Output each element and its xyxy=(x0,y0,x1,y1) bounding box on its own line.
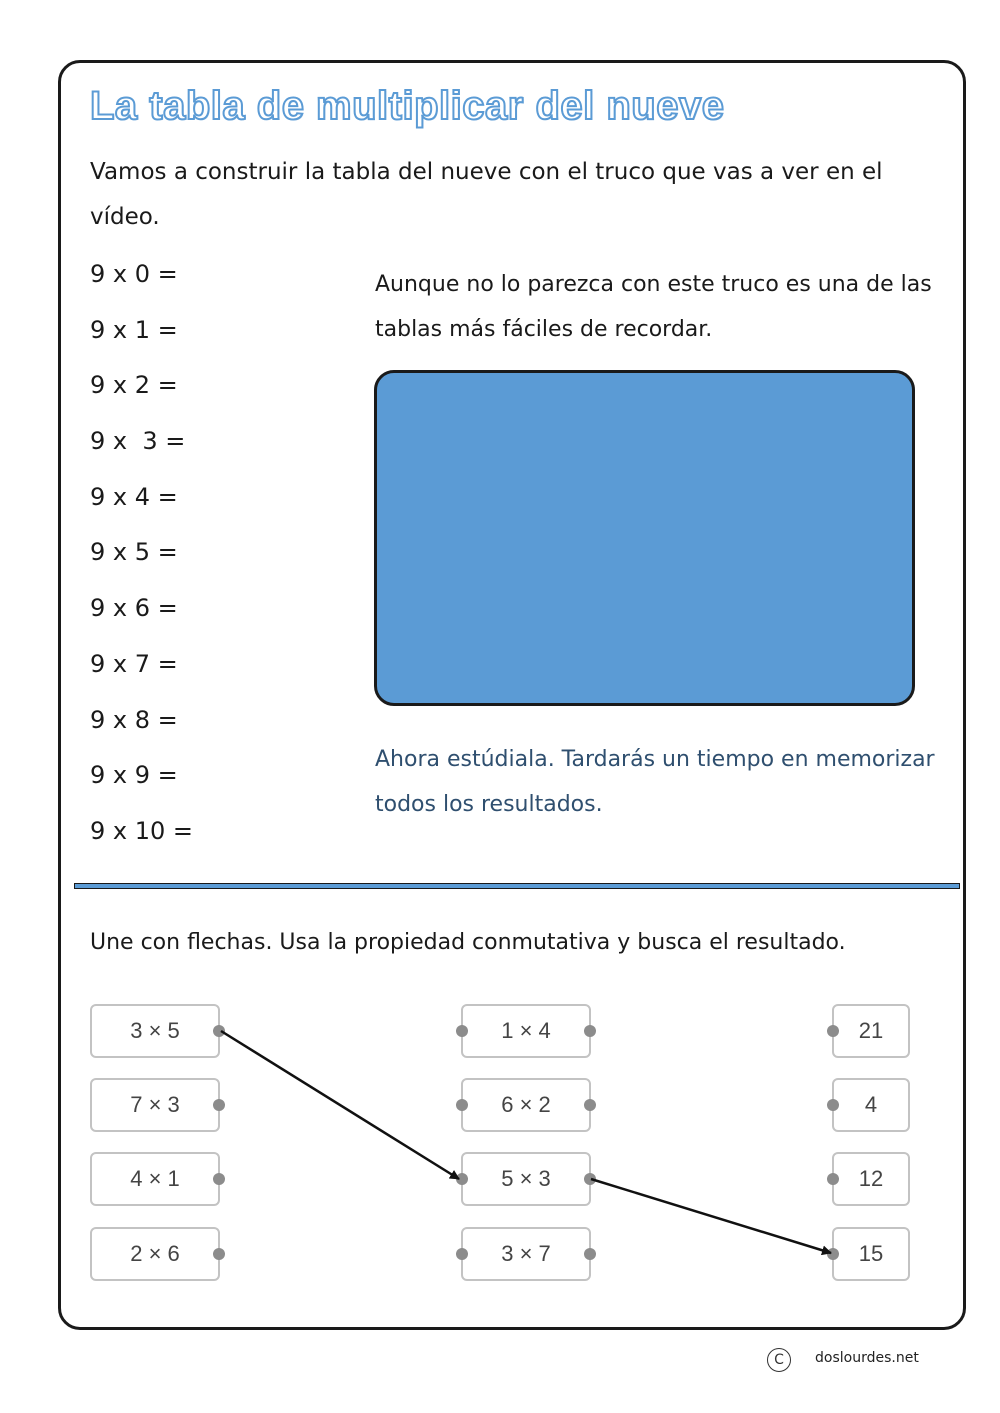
equation-item: 9 x 8 = xyxy=(90,705,178,734)
match-card-a[interactable] xyxy=(90,1227,220,1281)
connector-dot[interactable] xyxy=(584,1099,596,1111)
match-card-c[interactable] xyxy=(832,1004,910,1058)
section-divider xyxy=(74,883,960,889)
connector-dot[interactable] xyxy=(213,1025,225,1037)
connector-dot[interactable] xyxy=(456,1099,468,1111)
match-card-b[interactable] xyxy=(461,1227,591,1281)
connector-dot[interactable] xyxy=(213,1173,225,1185)
connector-dot[interactable] xyxy=(584,1025,596,1037)
match-card-label: 3 × 7 xyxy=(501,1241,551,1266)
connector-dot[interactable] xyxy=(827,1025,839,1037)
match-card-label: 5 × 3 xyxy=(501,1166,551,1191)
match-card-label: 6 × 2 xyxy=(501,1092,551,1117)
connector-dot[interactable] xyxy=(827,1099,839,1111)
equation-item: 9 x 0 = xyxy=(90,260,178,288)
connector-dot[interactable] xyxy=(827,1173,839,1185)
match-card-label: 21 xyxy=(858,1018,884,1043)
match-card-a[interactable] xyxy=(90,1004,220,1058)
equation-item: 9 x 1 = xyxy=(90,315,178,344)
match-card-c[interactable] xyxy=(832,1152,910,1206)
match-card-label: 3 × 5 xyxy=(130,1018,180,1043)
connector-dot[interactable] xyxy=(456,1025,468,1037)
match-card-c[interactable] xyxy=(832,1078,910,1132)
match-card-label: 2 × 6 xyxy=(130,1241,180,1266)
connector-dot[interactable] xyxy=(584,1248,596,1260)
match-card-label: 12 xyxy=(858,1166,884,1191)
match-card-b[interactable] xyxy=(461,1004,591,1058)
study-note: Ahora estúdiala. Tardarás un tiempo en memorizar todos los resultados. xyxy=(375,747,935,817)
equation-item: 9 x 9 = xyxy=(90,761,178,790)
match-card-a[interactable] xyxy=(90,1152,220,1206)
matching-instruction: Une con flechas. Usa la propiedad conmutativa y busca el resultado. xyxy=(90,930,846,955)
equation-item: 9 x 2 = xyxy=(90,371,178,400)
match-card-label: 4 xyxy=(864,1092,878,1117)
match-card-a[interactable] xyxy=(90,1078,220,1132)
match-card-b[interactable] xyxy=(461,1152,591,1206)
connector-dot[interactable] xyxy=(213,1248,225,1260)
connector-dot[interactable] xyxy=(584,1173,596,1185)
copyright-icon: C xyxy=(767,1348,791,1372)
connector-dot[interactable] xyxy=(213,1099,225,1111)
page-title: La tabla de multiplicar del nueve xyxy=(90,84,725,128)
match-card-label: 4 × 1 xyxy=(130,1166,180,1191)
equation-item: 9 x 3 = xyxy=(90,427,186,456)
equation-item: 9 x 5 = xyxy=(90,538,178,567)
intro-text: Vamos a construir la tabla del nueve con el truco que vas a ver en el vídeo. xyxy=(90,159,883,230)
equation-item: 9 x 4 = xyxy=(90,482,178,511)
footer-site: doslourdes.net xyxy=(815,1350,919,1366)
match-card-c[interactable] xyxy=(832,1227,910,1281)
connector-dot[interactable] xyxy=(456,1248,468,1260)
equation-item: 9 x 6 = xyxy=(90,594,178,623)
match-card-b[interactable] xyxy=(461,1078,591,1132)
video-placeholder[interactable] xyxy=(374,370,915,706)
match-card-label: 1 × 4 xyxy=(501,1018,551,1043)
connector-dot[interactable] xyxy=(456,1173,468,1185)
match-card-label: 7 × 3 xyxy=(130,1092,180,1117)
equation-item: 9 x 7 = xyxy=(90,649,178,678)
equation-list xyxy=(90,254,193,867)
connector-dot[interactable] xyxy=(827,1248,839,1260)
equation-item: 9 x 10 = xyxy=(90,816,194,845)
aside-text: Aunque no lo parezca con este truco es una de las tablas más fáciles de recordar. xyxy=(375,272,932,342)
match-card-label: 15 xyxy=(858,1241,884,1266)
